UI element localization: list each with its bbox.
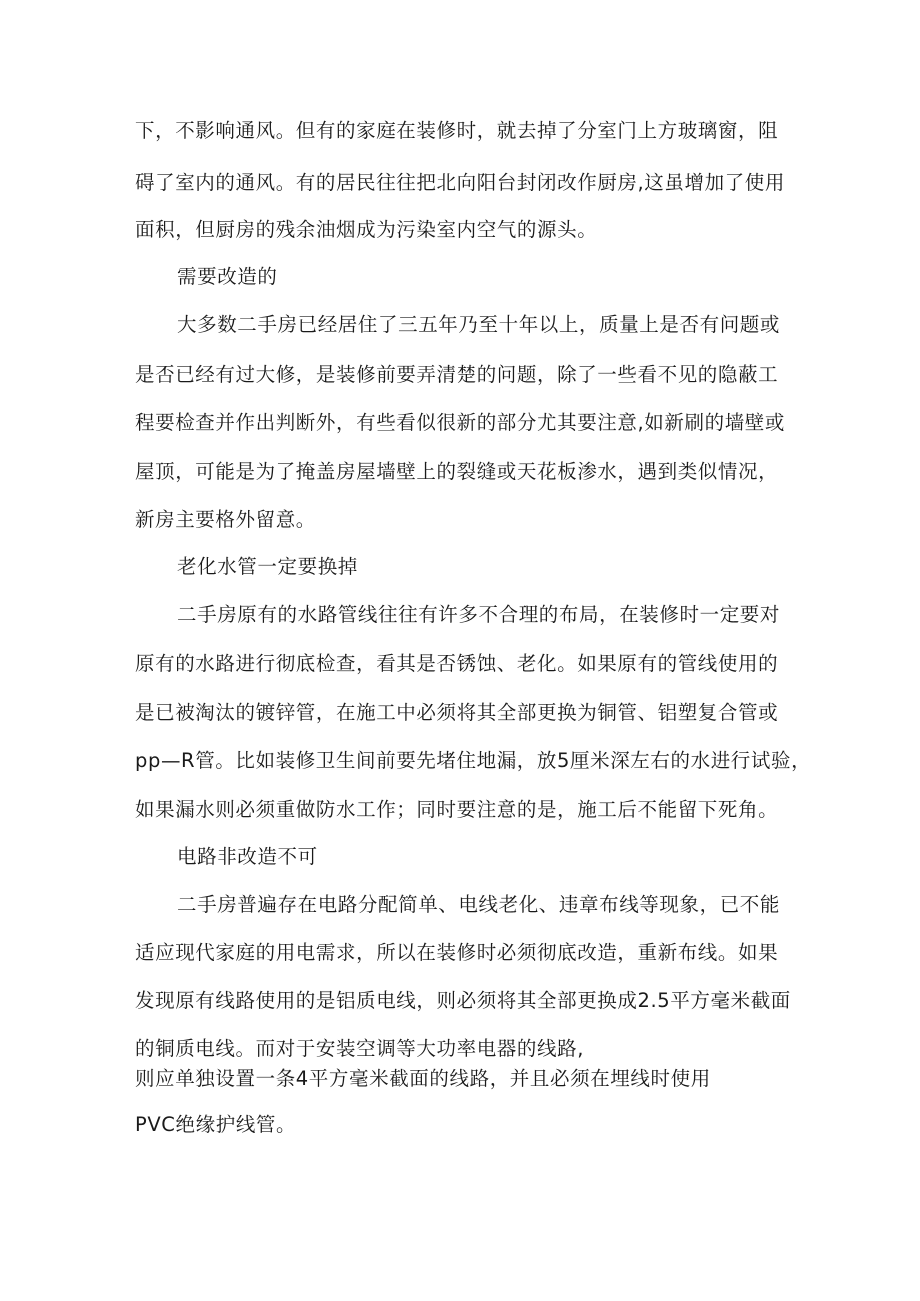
text-line: 的铜质电线。而对于安装空调等大功率电器的线路, bbox=[135, 1037, 584, 1060]
text-line: 程要检查并作出判断外，有些看似很新的部分尤其要注意,如新刷的墙壁或 bbox=[135, 411, 785, 434]
section-heading: 电路非改造不可 bbox=[177, 845, 318, 868]
section-heading: 老化水管一定要换掉 bbox=[177, 555, 358, 578]
text-line: 屋顶，可能是为了掩盖房屋墙壁上的裂缝或天花板渗水，遇到类似情况， bbox=[135, 460, 779, 483]
text-line: 是已被淘汰的镀锌管，在施工中必须将其全部更换为铜管、铝塑复合管或 bbox=[135, 701, 779, 724]
text-line: PVC绝缘护线管。 bbox=[135, 1113, 297, 1136]
text-line: 面积，但厨房的残余油烟成为污染室内空气的源头。 bbox=[135, 218, 598, 241]
text-line: 适应现代家庭的用电需求，所以在装修时必须彻底改造，重新布线。如果 bbox=[135, 941, 779, 964]
text-line: 发现原有线路使用的是铝质电线，则必须将其全部更换成2.5平方毫米截面 bbox=[135, 989, 791, 1012]
text-line: 新房主要格外留意。 bbox=[135, 508, 316, 531]
text-line: 二手房原有的水路管线往往有许多不合理的布局，在装修时一定要对 bbox=[177, 603, 781, 626]
text-line: 大多数二手房已经居住了三五年乃至十年以上，质量上是否有问题或 bbox=[177, 313, 781, 336]
text-line: 则应单独设置一条4平方毫米截面的线路，并且必须在埋线时使用 bbox=[135, 1067, 711, 1090]
text-line: 是否已经有过大修，是装修前要弄清楚的问题，除了一些看不见的隐蔽工 bbox=[135, 363, 779, 386]
text-line: pp—R管。比如装修卫生间前要先堵住地漏，放5厘米深左右的水进行试验， bbox=[135, 749, 812, 772]
text-line: 如果漏水则必须重做防水工作；同时要注意的是，施工后不能留下死角。 bbox=[135, 798, 779, 821]
text-line: 碍了室内的通风。有的居民往往把北向阳台封闭改作厨房,这虽增加了使用 bbox=[135, 171, 785, 194]
text-line: 下，不影响通风。但有的家庭在装修时，就去掉了分室门上方玻璃窗，阻 bbox=[135, 119, 779, 142]
section-heading: 需要改造的 bbox=[177, 265, 278, 288]
text-line: 原有的水路进行彻底检查，看其是否锈蚀、老化。如果原有的管线使用的 bbox=[135, 652, 779, 675]
text-line: 二手房普遍存在电路分配简单、电线老化、违章布线等现象，已不能 bbox=[177, 893, 781, 916]
